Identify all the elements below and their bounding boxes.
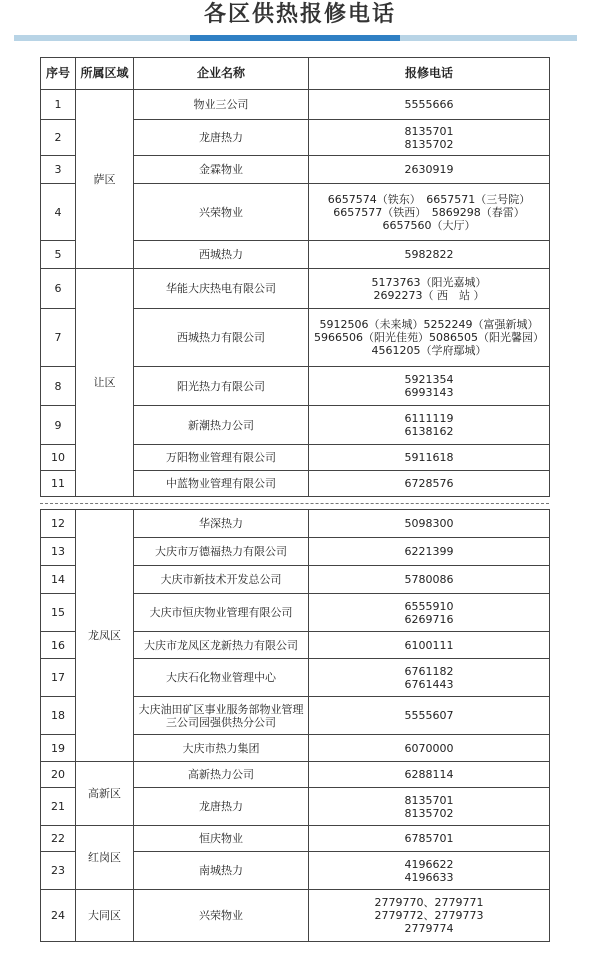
company-name: 华能大庆热电有限公司 [134,269,309,309]
company-name: 兴荣物业 [134,890,309,942]
repair-phone-table-part-2 [40,509,550,942]
row-no: 6 [41,269,76,309]
repair-phone: 5921354 6993143 [309,367,550,406]
company-name: 西城热力有限公司 [134,309,309,367]
row-no: 2 [41,120,76,156]
repair-phone: 6111119 6138162 [309,406,550,445]
row-no: 23 [41,852,76,890]
repair-phone: 2779770、2779771 2779772、2779773 2779774 [309,890,550,942]
company-name: 龙唐热力 [134,788,309,826]
repair-phone: 5780086 [309,566,550,594]
row-no: 20 [41,762,76,788]
row-no: 19 [41,735,76,762]
repair-phone: 5912506（未来城）5252249（富强新城） 5966506（阳光佳苑）5086505（阳光馨园） 4561205（学府鄢城） [309,309,550,367]
row-no: 3 [41,156,76,184]
repair-phone: 6100111 [309,632,550,659]
header-company: 企业名称 [134,58,309,90]
row-no: 11 [41,471,76,497]
company-name: 大庆石化物业管理中心 [134,659,309,697]
repair-phone: 2630919 [309,156,550,184]
company-name: 中蓝物业管理有限公司 [134,471,309,497]
row-no: 13 [41,538,76,566]
row-no: 8 [41,367,76,406]
table-row [41,269,550,309]
company-name: 大庆市恒庆物业管理有限公司 [134,594,309,632]
company-name: 兴荣物业 [134,184,309,241]
company-name: 龙唐热力 [134,120,309,156]
company-name: 阳光热力有限公司 [134,367,309,406]
district-cell: 红岗区 [76,826,134,890]
table-row [41,890,550,942]
table-row [41,510,550,538]
company-name: 物业三公司 [134,90,309,120]
row-no: 21 [41,788,76,826]
row-no: 5 [41,241,76,269]
district-cell: 让区 [76,269,134,497]
company-name: 大庆油田矿区事业服务部物业管理三公司园强供热分公司 [134,697,309,735]
header-no: 序号 [41,58,76,90]
company-name: 金霖物业 [134,156,309,184]
repair-phone: 5982822 [309,241,550,269]
row-no: 18 [41,697,76,735]
repair-phone-table-part-1 [40,57,550,497]
title-underline [14,35,577,41]
row-no: 16 [41,632,76,659]
district-cell: 龙凤区 [76,510,134,762]
row-no: 12 [41,510,76,538]
repair-phone: 5173763（阳光嘉城） 2692273（ 西 站 ） [309,269,550,309]
row-no: 10 [41,445,76,471]
table-row [41,826,550,852]
company-name: 万阳物业管理有限公司 [134,445,309,471]
repair-phone: 8135701 8135702 [309,120,550,156]
row-no: 14 [41,566,76,594]
company-name: 恒庆物业 [134,826,309,852]
header-district: 所属区域 [76,58,134,90]
row-no: 1 [41,90,76,120]
district-cell: 萨区 [76,90,134,269]
repair-phone: 5098300 [309,510,550,538]
underline-accent [190,35,400,41]
row-no: 22 [41,826,76,852]
repair-phone: 6555910 6269716 [309,594,550,632]
repair-phone: 6761182 6761443 [309,659,550,697]
company-name: 大庆市热力集团 [134,735,309,762]
repair-phone: 4196622 4196633 [309,852,550,890]
repair-phone: 6070000 [309,735,550,762]
repair-phone: 5555666 [309,90,550,120]
company-name: 南城热力 [134,852,309,890]
repair-phone: 6657574（铁东） 6657571（三号院） 6657577（铁西） 5869298（春雷） 6657560（大厅） [309,184,550,241]
district-cell: 高新区 [76,762,134,826]
page-divider [40,503,549,504]
repair-phone: 5555607 [309,697,550,735]
company-name: 华深热力 [134,510,309,538]
repair-phone: 6288114 [309,762,550,788]
row-no: 7 [41,309,76,367]
repair-phone: 5911618 [309,445,550,471]
table-row [41,762,550,788]
company-name: 西城热力 [134,241,309,269]
repair-phone: 6221399 [309,538,550,566]
district-cell: 大同区 [76,890,134,942]
repair-phone: 8135701 8135702 [309,788,550,826]
repair-phone: 6785701 [309,826,550,852]
company-name: 大庆市新技术开发总公司 [134,566,309,594]
row-no: 17 [41,659,76,697]
row-no: 9 [41,406,76,445]
table-header-row [41,58,550,90]
company-name: 大庆市龙凤区龙新热力有限公司 [134,632,309,659]
header-phone: 报修电话 [309,58,550,90]
company-name: 高新热力公司 [134,762,309,788]
row-no: 24 [41,890,76,942]
row-no: 15 [41,594,76,632]
company-name: 大庆市万德福热力有限公司 [134,538,309,566]
table-row [41,90,550,120]
row-no: 4 [41,184,76,241]
page-title: 各区供热报修电话 [203,2,396,27]
company-name: 新潮热力公司 [134,406,309,445]
repair-phone: 6728576 [309,471,550,497]
